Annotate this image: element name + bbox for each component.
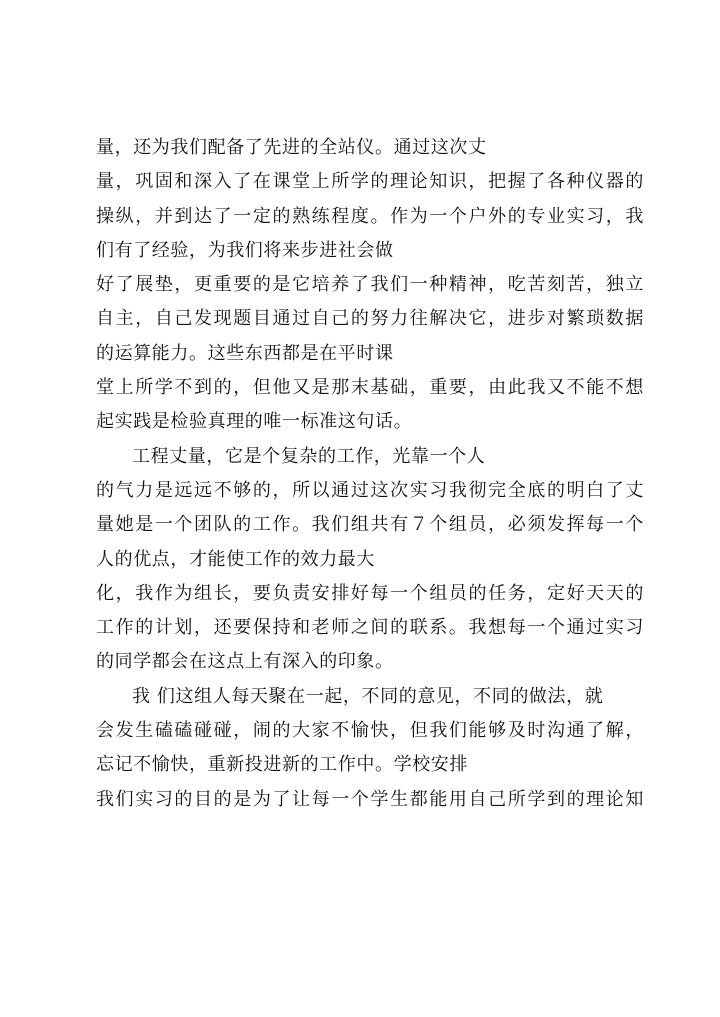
text-line-9: 起实践是检验真理的唯一标准这句话。 [96, 411, 413, 433]
text-line-2: 量，巩固和深入了在课堂上所学的理论知识，把握了各种仪器的 [96, 171, 644, 193]
text-line-19: 忘记不愉快，重新投进新的工作中。学校安排 [96, 754, 468, 776]
text-line-3: 操纵，并到达了一定的熟练程度。作为一个户外的专业实习，我 [96, 205, 644, 227]
text-line-6: 自主，自己发现题目通过自己的努力往解决它，进步对繁琐数据 [96, 308, 644, 330]
text-line-14: 化，我作为组长，要负责安排好每一个组员的任务，定好天天的 [96, 582, 644, 604]
text-line-17: 我 们这组人每天聚在一起，不同的意见，不同的做法，就 [132, 685, 604, 707]
text-line-10: 工程丈量，它是个复杂的工作，光靠一个人 [132, 445, 486, 467]
text-line-15: 工作的计划，还要保持和老师之间的联系。我想每一个通过实习 [96, 617, 644, 639]
text-line-1: 量，还为我们配备了先进的全站仪。通过这次丈 [96, 137, 487, 158]
text-line-16: 的同学都会在这点上有深入的印象。 [96, 651, 394, 673]
text-line-12: 量她是一个团队的工作。我们组共有７个组员，必须发挥每一个 [96, 514, 644, 536]
text-line-4: 们有了经验，为我们将来步进社会做 [96, 239, 394, 261]
text-line-20: 我们实习的目的是为了让每一个学生都能用自己所学到的理论知 [96, 788, 644, 810]
text-line-5: 好了展垫，更重要的是它培养了我们一种精神，吃苦刻苦，独立 [96, 274, 644, 296]
text-line-11: 的气力是远远不够的，所以通过这次实习我彻完全底的明白了丈 [96, 479, 644, 501]
text-line-8: 堂上所学不到的，但他又是那末基础，重要，由此我又不能不想 [96, 377, 644, 399]
body-text [96, 131, 644, 817]
text-line-7: 的运算能力。这些东西都是在平时课 [96, 342, 394, 364]
text-line-13: 人的优点，才能使工作的效力最大 [96, 548, 375, 570]
text-line-18: 会发生磕磕碰碰，闹的大家不愉快，但我们能够及时沟通了解， [96, 720, 644, 742]
